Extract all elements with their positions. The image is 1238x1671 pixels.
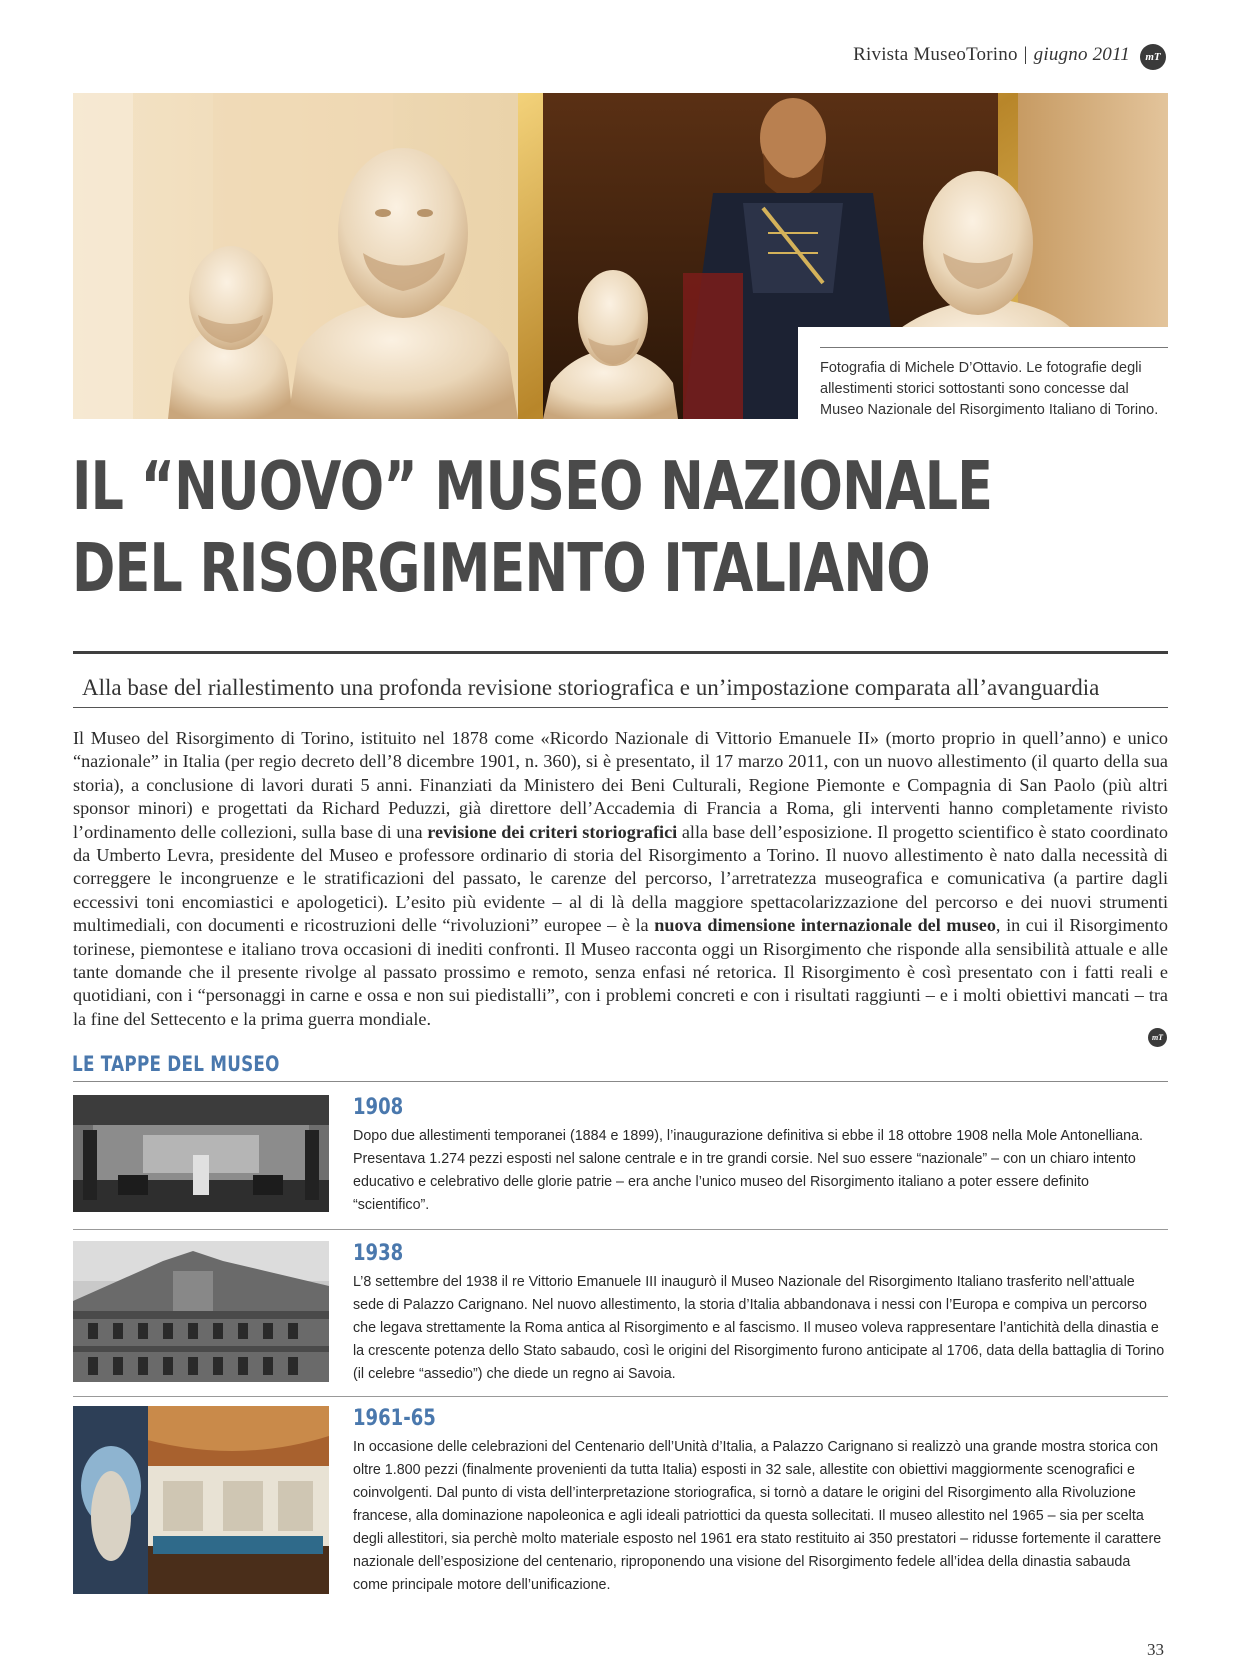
stage-year: 1908 <box>353 1095 404 1120</box>
page-number: 33 <box>1147 1640 1164 1659</box>
stage-description: In occasione delle celebrazioni del Centenario dell’Unità d’Italia, a Palazzo Carignano si realizzò una grande mostra storica con oltre 1.800 pezzi (finalmente provenienti da tutta Italia) esposti in 32 sale, allestite con obiettivi maggiormente scenografici e coinvolgenti. Dal punto di vista dell’interpretazione storiografica, si tornò a datare le origini del Risorgimento alla Rivoluzione francese, alla dominazione napoleonica e agli ideali patriottici da questa sollecitati. Il museo allestito nel 1965 – sia per scelta degli allestitori, sia perchè molto materiale esposto nel 1961 era stato restituito ai 350 prestatori – ridusse fortemente il carattere nazionale dell’esposizione del centenario, riproponendo una visione del Risorgimento fedele all’idea della dinastia sabauda come principale motore dell’unificazione. <box>353 1439 1162 1593</box>
body-text-1: Il Museo del Risorgimento di Torino, istituito nel 1878 come «Ricordo Nazionale di Vittorio Emanuele II» (morto proprio in quell’anno) e unico “nazionale” in Italia (per regio decreto dell’8 dicembre 1901, n. 360), si è presentato, il 17 marzo 2011, con un nuovo allestimento (il quarto della sua storia), a conclusione di lavori durati 5 anni. Finanziati da Ministero dei Beni Culturali, Regione Piemonte e Compagnia di San Paolo (più altri sponsor minori) e progettati da Richard Peduzzi, già direttore dell’Accademia di Francia a Roma, gli interventi hanno completamente rivisto l’ordinamento delle collezioni, sulla base di una <box>73 728 1168 842</box>
title-divider <box>73 651 1168 654</box>
stage-1938 <box>73 1241 1168 1386</box>
palazzo-carignano-photo <box>73 1241 329 1382</box>
photo-caption: Fotografia di Michele D’Ottavio. Le fotografie degli allestimenti storici sottostanti sono concesse dal Museo Nazionale del Risorgimento Italiano di Torino. <box>820 360 1159 418</box>
exhibition-hall-photo <box>73 1406 329 1594</box>
subtitle-divider <box>73 707 1168 708</box>
section-divider <box>73 1081 1168 1082</box>
stage-1961-65 <box>73 1406 1168 1596</box>
article-body <box>73 727 1168 1031</box>
stage-divider <box>73 1229 1168 1230</box>
stage-photo-1961-65 <box>73 1406 329 1594</box>
museotorino-logo-icon: mT <box>1140 44 1166 70</box>
stage-photo-1908 <box>73 1095 329 1212</box>
title-line-1: IL “NUOVO” MUSEO NAZIONALE <box>72 447 993 525</box>
publication-name: Rivista MuseoTorino <box>853 44 1018 65</box>
stage-divider <box>73 1396 1168 1397</box>
stage-description: L’8 settembre del 1938 il re Vittorio Emanuele III inaugurò il Museo Nazionale del Risorgimento Italiano trasferito nell’attuale sede di Palazzo Carignano. Nel nuovo allestimento, la storia d’Italia abbandonava i nessi con l’Europa e compiva un percorso che legava strettamente la Roma antica al Risorgimento e al fascismo. Il museo voleva rappresentare l’antichità della dinastia e la crescente potenza dello Stato sabaudo, così le origini del Risorgimento furono anticipate al 1706, data della battaglia di Torino (il celebre “assedio”) che diede un regno ai Savoia. <box>353 1274 1165 1382</box>
body-text-3: , in cui il Risorgimento torinese, piemontese e italiano trova occasioni di inediti confronti. Il Museo racconta oggi un Risorgimento che risponde alla sensibilità attuale e alle tante domande che il presente rivolge al passato prossimo e remoto, senza enfasi né retorica. Il Risorgimento è così presentato con i fatti reali e quotidiani, con i “personaggi in carne e ossa e non sui piedistalli”, con i problemi concreti e con i risultati raggiunti – e i molti obiettivi mancati – tra la fine del Settecento e la prima guerra mondiale. <box>73 915 1169 1029</box>
stage-description: Dopo due allestimenti temporanei (1884 e 1899), l’inaugurazione definitiva si ebbe il 18 ottobre 1908 nella Mole Antonelliana. Presentava 1.274 pezzi esposti nel salone centrale e in tre grandi corsie. Nel suo essere “nazionale” – con un chiaro intento educativo e celebrativo delle glorie patrie – era anche l’unico museo del Risorgimento italiano a poter essere definito “scientifico”. <box>353 1128 1144 1213</box>
title-line-2: DEL RISORGIMENTO ITALIANO <box>72 529 930 607</box>
body-text-2: alla base dell’esposizione. Il progetto scientifico è stato coordinato da Umberto Levra, presidente del Museo e professore ordinario di storia del Risorgimento a Torino. Il nuovo allestimento è nato dalla necessità di correggere le incongruenze e le stratificazioni del passato, le carenze del percorso, l’arretratezza museografica e comunicativa (a partire dagli eccessivi toni encomiastici e apologetici). L’esito più evidente – al di là della maggiore spettacolarizzazione del percorso e dei nuovi strumenti multimediali, con documenti e ricostruzioni delle “rivoluzioni” europee – è la <box>73 821 1168 936</box>
stage-year: 1938 <box>353 1241 404 1266</box>
end-of-article-icon: mT <box>1148 1028 1167 1047</box>
mole-interior-photo <box>73 1095 329 1212</box>
stage-photo-1938 <box>73 1241 329 1382</box>
article-title <box>72 445 992 609</box>
body-bold-1: revisione dei criteri storiografici <box>427 821 678 842</box>
body-bold-2: nuova dimensione internazionale del museo <box>654 915 996 936</box>
stage-year: 1961-65 <box>353 1406 436 1431</box>
running-header <box>853 44 1130 66</box>
stage-1908 <box>73 1095 1168 1215</box>
article-subtitle: Alla base del riallestimento una profonda revisione storiografica e un’impostazione comparata all’avanguardia <box>82 675 1100 700</box>
issue-date: giugno 2011 <box>1033 44 1130 65</box>
caption-divider <box>820 347 1168 348</box>
section-title: LE TAPPE DEL MUSEO <box>72 1052 280 1076</box>
header-separator: | <box>1023 44 1028 65</box>
